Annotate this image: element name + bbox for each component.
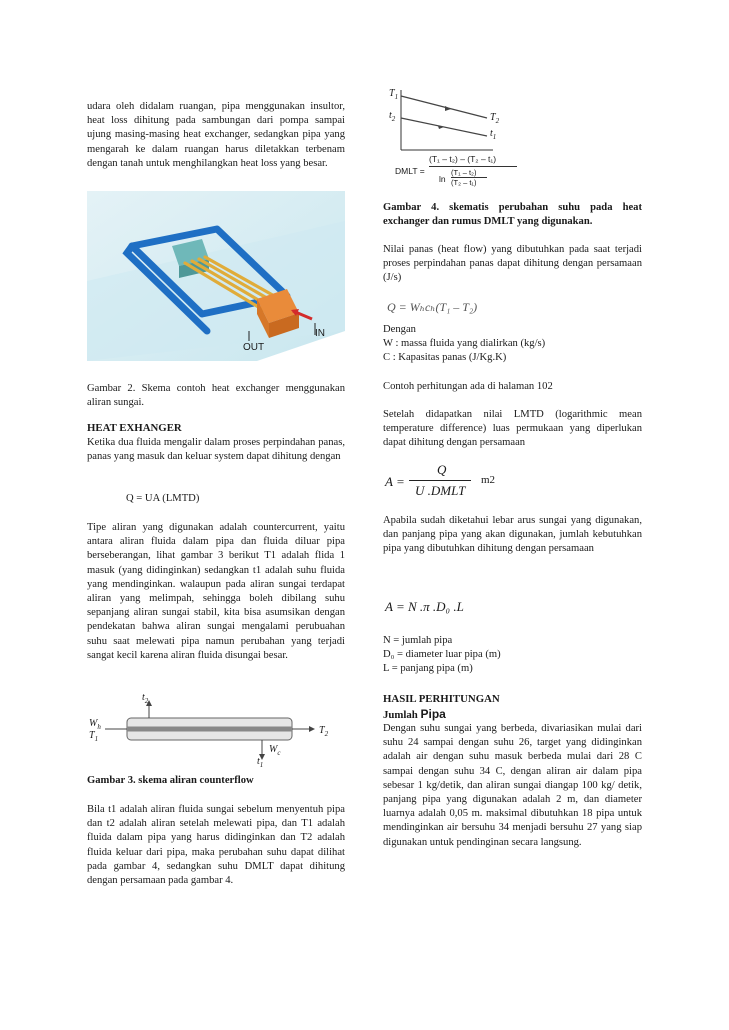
definition-n: N = jumlah pipa [383,635,453,646]
label-out: OUT [243,342,265,353]
dmlt-fraction-bar [429,166,517,167]
definition-l: L = panjang pipa (m) [383,663,473,674]
label-T1: $T_1$ [389,88,399,101]
equation-n: A = N .π .D₀ .L [385,599,464,614]
figure-4-temperature-profile [383,88,642,198]
equation-area-unit: m2 [481,474,496,486]
paragraph-bila-t1: Bila t1 adalah aliran fluida sungai sebelum menyentuh pipa dan t2 adalah aliran setelah melewati pipa, dan T1 adalah fluida dalam pipa yang harus didinginkan dan T2 adalah fluida keluar dari pipa, maka perubahan suhu dapat dilihat pada gambar 4, sedangkan suhu DMLT dapat dihitung dengan persamaan pada gambar 4. [87,804,345,887]
heading-heat-exchanger: HEAT EXHANGER [87,422,182,434]
label-dengan: Dengan [383,324,416,335]
equation-area-numerator: Q [437,462,447,477]
figure-3-counterflow [87,692,345,769]
heading-jumlah-pipa: Jumlah Pipa [383,707,446,721]
paragraph-countercurrent: Tipe aliran yang digunakan adalah countercurrent, yaitu antara aliran fluida dalam pipa dan fluida diluar pipa berseberangan, lihat gambar 3 berikut T1 adalah flida 1 masuk (yang didinginkan) sedangkan t1 adalah suhu fluida yang mendinginkan. walaupun pada aliran sungai terdapat aliran yang melimpah, sehingga boleh dibilang suhu sepanjang aliran sungai stabil, kita bisa asumsikan dengan pendekatan bahwa aliran sungai mengalami perubuahan suhu saat melewati pipa namun perubahan yang terjadi sangat kecil karena aliran fluida disungai besar. [87,522,345,661]
definition-d: D₀ = diameter luar pipa (m) [383,649,501,660]
paragraph-lebar-arus: Apabila sudah diketahui lebar arus sungai yang digunakan, dan panjang pipa yang akan digunakan, jumlah kebutuhkan pipa yang dibutuhkan dihitung dengan persamaan [383,515,642,555]
label-t1: $t_1$ [490,128,497,141]
label-wc: $W_c$ [269,744,281,757]
dmlt-ln: ln [439,174,446,184]
paragraph-lmtd: Setelah didapatkan nilai LMTD (logarithmic mean temperature difference) luas permukaan yang diperlukan dapat dihitung dengan persamaan [383,409,642,449]
equation-area-denominator: U .DMLT [415,483,466,498]
dmlt-inner-denominator: (T₂ – t₁) [451,178,477,187]
figure-2-caption: Gambar 2. Skema contoh heat exchanger menggunakan aliran sungai. [87,383,345,409]
counterflow-diagram [87,696,345,766]
dmlt-numerator: (T₁ – t₂) – (T₂ – t₁) [429,154,497,164]
label-T2: $T_2$ [490,112,500,125]
heading-hasil-perhitungan: HASIL PERHITUNGAN [383,693,500,705]
dmlt-inner-numerator: (T₁ – t₂) [451,168,477,177]
paragraph-heat-flow: Nilai panas (heat flow) yang dibutuhkan pada saat terjadi proses perpindahan panas dapat dihitung dengan persamaan (J/s) [383,244,642,284]
figure-2-heat-exchanger [87,191,345,361]
definition-c: C : Kapasitas panas (J/Kg.K) [383,352,507,363]
equation-area-bar [409,480,471,481]
dmlt-label: DMLT = [395,166,425,176]
equation-q: Q = Wₕcₕ(T₁ – T₂) [387,300,478,314]
paragraph-heat-loss: udara oleh didalam ruangan, pipa menggunakan insultor, heat loss dihitung pada sambungan dari pompa sampai ujung masing-masing heat exchanger, sedangkan pipa yang mengarah ke dalam ruangan harus diletakkan terbenam dengan tanah untuk menghilangkan heat loss yang besar. [87,101,345,169]
label-T1: $T_1$ [89,730,99,743]
heat-exchanger-illustration [87,191,345,361]
formula-q-ua-lmtd: Q = UA (LMTD) [126,493,200,504]
paragraph-heat-exchanger: Ketika dua fluida mengalir dalam proses perpindahan panas, panas yang masuk dan keluar system dapat dihitung dengan [87,437,345,463]
label-t2: $t_2$ [142,692,149,705]
label-t2: $t_2$ [389,110,396,123]
label-T2: $T_2$ [319,725,329,738]
label-t1: $t_1$ [257,756,264,769]
definition-w: W : massa fluida yang dialirkan (kg/s) [383,338,546,349]
label-in: IN [315,328,325,339]
paragraph-contoh: Contoh perhitungan ada di halaman 102 [383,381,553,392]
figure-3-caption: Gambar 3. skema aliran counterflow [87,775,254,786]
figure-4-caption: Gambar 4. skematis perubahan suhu pada heat exchanger dan rumus DMLT yang digunakan. [383,202,642,228]
paragraph-hasil: Dengan suhu sungai yang berbeda, divariasikan mulai dari suhu 24 sampai dengan suhu 26, target yang didinginkan adalah air dengan suhu masuk berbeda mulai dari 28 C sampai dengan suhu 34 C, dengan aliran air dalam pipa sebesar 1 kg/detik, dan aliran sungai diangap 100 kg/ detik, panjang pipa yang digunakan adalah 2 m, dan diameter luarnya adalah 0,05 m. maksimal dibutuhkan 18 pipa untuk mendinginkan air bersuhu 34 menjadi bersuhu 27 yang siap digunakan untuk pendinginan secara langsung. [383,723,642,848]
equation-area [385,462,545,502]
label-wh: $W_h$ [89,718,101,731]
temperature-profile-diagram [383,88,642,198]
equation-area-lhs: A = [385,474,405,489]
